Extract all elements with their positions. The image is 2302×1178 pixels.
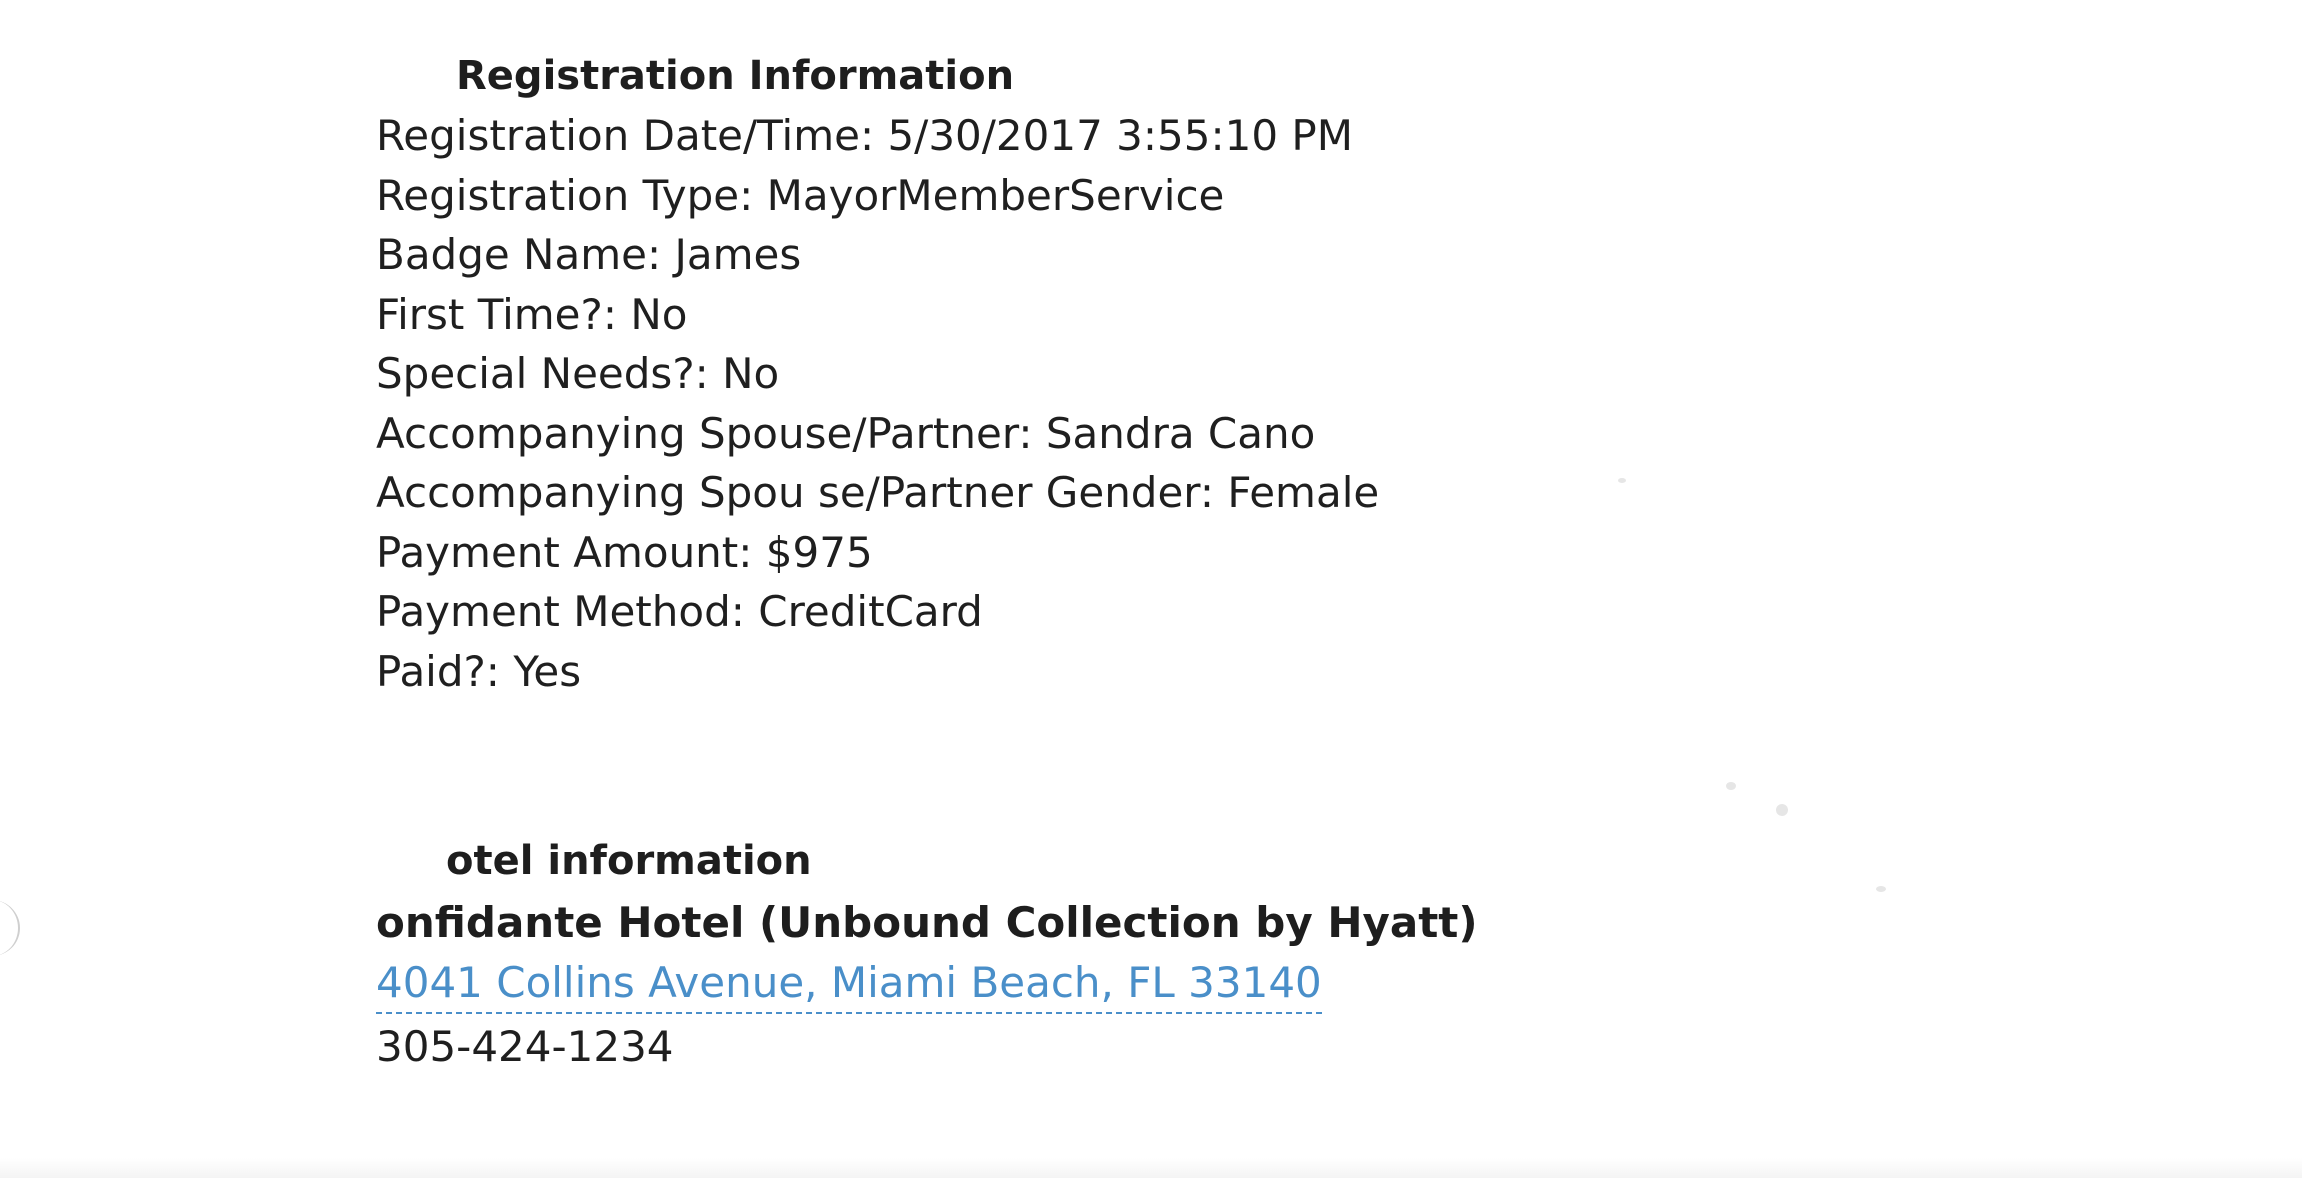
field-label: Accompanying Spouse/Partner: <box>376 408 1033 458</box>
field-value: Sandra Cano <box>1045 408 1316 458</box>
registration-section <box>376 46 1379 701</box>
field-value: 5/30/2017 3:55:10 PM <box>887 111 1353 160</box>
field-registration-type <box>376 166 1379 226</box>
field-first-time <box>376 285 1379 345</box>
field-value: Yes <box>513 646 582 696</box>
field-label: First Time?: <box>376 289 617 339</box>
field-paid <box>376 642 1379 702</box>
field-badge-name <box>376 225 1379 285</box>
field-label: Payment Method: <box>376 587 745 636</box>
field-registration-datetime <box>376 106 1379 166</box>
scan-bottom-edge <box>0 1158 2302 1178</box>
field-label: Special Needs?: <box>376 349 709 398</box>
hotel-address-link[interactable]: 4041 Collins Avenue, Miami Beach, FL 33140 <box>376 954 1322 1014</box>
registration-heading: Registration Information <box>456 53 1015 99</box>
field-label: Registration Date/Time: <box>376 111 875 160</box>
field-label: Payment Amount: <box>376 527 753 577</box>
field-label: Registration Type: <box>376 170 754 220</box>
field-value: James <box>674 230 802 279</box>
scan-speck <box>1876 886 1886 892</box>
field-value: $975 <box>765 527 873 577</box>
field-payment-amount <box>376 523 1379 583</box>
field-payment-method <box>376 582 1379 642</box>
hotel-section <box>376 830 1478 1078</box>
field-label: Badge Name: <box>376 230 662 279</box>
scan-speck <box>1726 782 1736 790</box>
field-value: MayorMemberService <box>766 170 1225 220</box>
field-label: Paid?: <box>376 646 500 696</box>
field-spouse-partner <box>376 404 1379 464</box>
scan-speck <box>1618 478 1626 483</box>
scan-speck <box>1776 804 1788 816</box>
field-value: Female <box>1227 468 1380 517</box>
field-spouse-partner-gender <box>376 463 1379 523</box>
hotel-phone: 305-424-1234 <box>376 1022 674 1071</box>
hotel-name: onfidante Hotel (Unbound Collection by Hyatt) <box>376 898 1478 947</box>
field-value: CreditCard <box>758 587 983 636</box>
field-special-needs <box>376 344 1379 404</box>
field-value: No <box>630 289 688 339</box>
field-value: No <box>722 349 780 398</box>
hotel-heading: otel information <box>446 838 812 884</box>
scan-artifact-arc <box>0 900 20 956</box>
field-label: Accompanying Spou se/Partner Gender: <box>376 468 1214 517</box>
